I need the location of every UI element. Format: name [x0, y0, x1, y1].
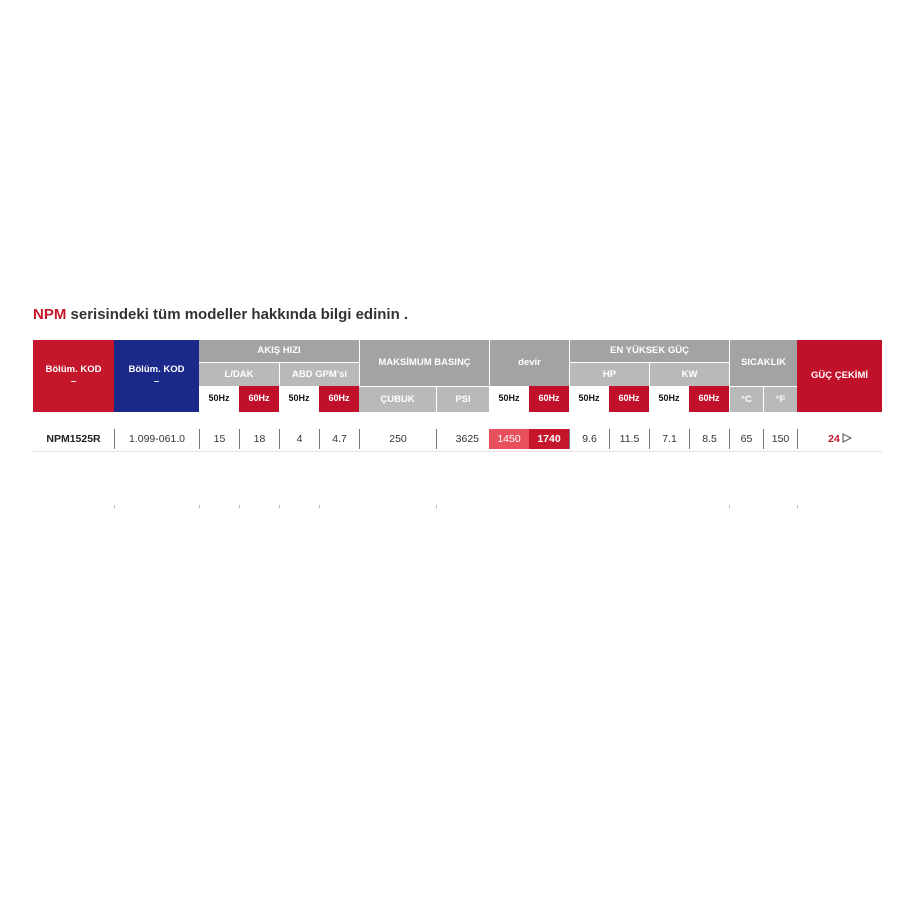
- hz-50-lpm: 50Hz: [199, 386, 239, 412]
- hz-50-kw: 50Hz: [649, 386, 689, 412]
- cell-hp-60: 11.5: [609, 429, 649, 449]
- cell-kw-60: 8.5: [689, 429, 729, 449]
- cell-hp-50: 9.6: [569, 429, 609, 449]
- header-part-code-1-label: Bölüm. KOD: [45, 364, 102, 376]
- cell-power-draw[interactable]: [797, 429, 882, 449]
- cell-psi: 3625: [436, 429, 489, 449]
- header-max-pressure: MAKSİMUM BASINÇ: [359, 340, 489, 386]
- cell-bar: 250: [359, 429, 436, 449]
- header-part-code-1-dash: –: [70, 376, 77, 387]
- column-tick: [199, 505, 200, 508]
- cell-model[interactable]: NPM1525R: [46, 433, 101, 445]
- column-tick: [279, 505, 280, 508]
- hz-60-lpm: 60Hz: [239, 386, 279, 412]
- header-flow-lpm: L/DAK: [199, 362, 279, 386]
- column-tick: [436, 505, 437, 508]
- column-tick: [114, 505, 115, 508]
- cell-rpm-50: 1450: [489, 429, 529, 449]
- cell-gpm-60: 4.7: [319, 429, 359, 449]
- header-power-draw: GÜÇ ÇEKİMİ: [797, 340, 882, 412]
- hz-60-kw: 60Hz: [689, 386, 729, 412]
- column-tick: [797, 505, 798, 508]
- header-pressure-bar: ÇUBUK: [359, 386, 436, 412]
- page-heading: [33, 306, 408, 323]
- header-temp-c: °C: [729, 386, 763, 412]
- header-part-code-1: [33, 340, 114, 412]
- cell-lpm-60: 18: [239, 429, 279, 449]
- hz-60-rpm: 60Hz: [529, 386, 569, 412]
- column-tick: [319, 505, 320, 508]
- header-max-power: EN YÜKSEK GÜÇ: [569, 340, 729, 362]
- hz-50-rpm: 50Hz: [489, 386, 529, 412]
- header-part-code-2: [114, 340, 199, 412]
- cell-rpm-60: 1740: [529, 429, 569, 449]
- series-brand: NPM: [33, 306, 67, 323]
- header-power-kw: KW: [649, 362, 729, 386]
- header-temp-f: °F: [763, 386, 797, 412]
- header-power-hp: HP: [569, 362, 649, 386]
- cell-temp-f: 150: [763, 429, 797, 449]
- header-part-code-2-dash: –: [153, 376, 160, 387]
- hz-60-hp: 60Hz: [609, 386, 649, 412]
- hz-50-hp: 50Hz: [569, 386, 609, 412]
- cell-code: 1.099-061.0: [114, 429, 199, 449]
- power-value: 24: [828, 433, 840, 445]
- header-part-code-2-label: Bölüm. KOD: [128, 364, 185, 376]
- hz-50-gpm: 50Hz: [279, 386, 319, 412]
- cell-lpm-50: 15: [199, 429, 239, 449]
- specs-table: [33, 340, 882, 510]
- cell-kw-50: 7.1: [649, 429, 689, 449]
- header-flow-gpm: ABD GPM'si: [279, 362, 359, 386]
- play-triangle-icon[interactable]: [842, 433, 852, 446]
- row-divider: [33, 451, 882, 452]
- header-rpm: devir: [489, 340, 569, 386]
- cell-temp-c: 65: [729, 429, 763, 449]
- column-tick: [239, 505, 240, 508]
- header-flow-rate: AKIŞ HIZI: [199, 340, 359, 362]
- column-tick: [729, 505, 730, 508]
- heading-text: serisindeki tüm modeller hakkında bilgi edinin .: [66, 306, 409, 323]
- header-temperature: SICAKLIK: [729, 340, 797, 386]
- header-pressure-psi: PSI: [436, 386, 489, 412]
- hz-60-gpm: 60Hz: [319, 386, 359, 412]
- cell-gpm-50: 4: [279, 429, 319, 449]
